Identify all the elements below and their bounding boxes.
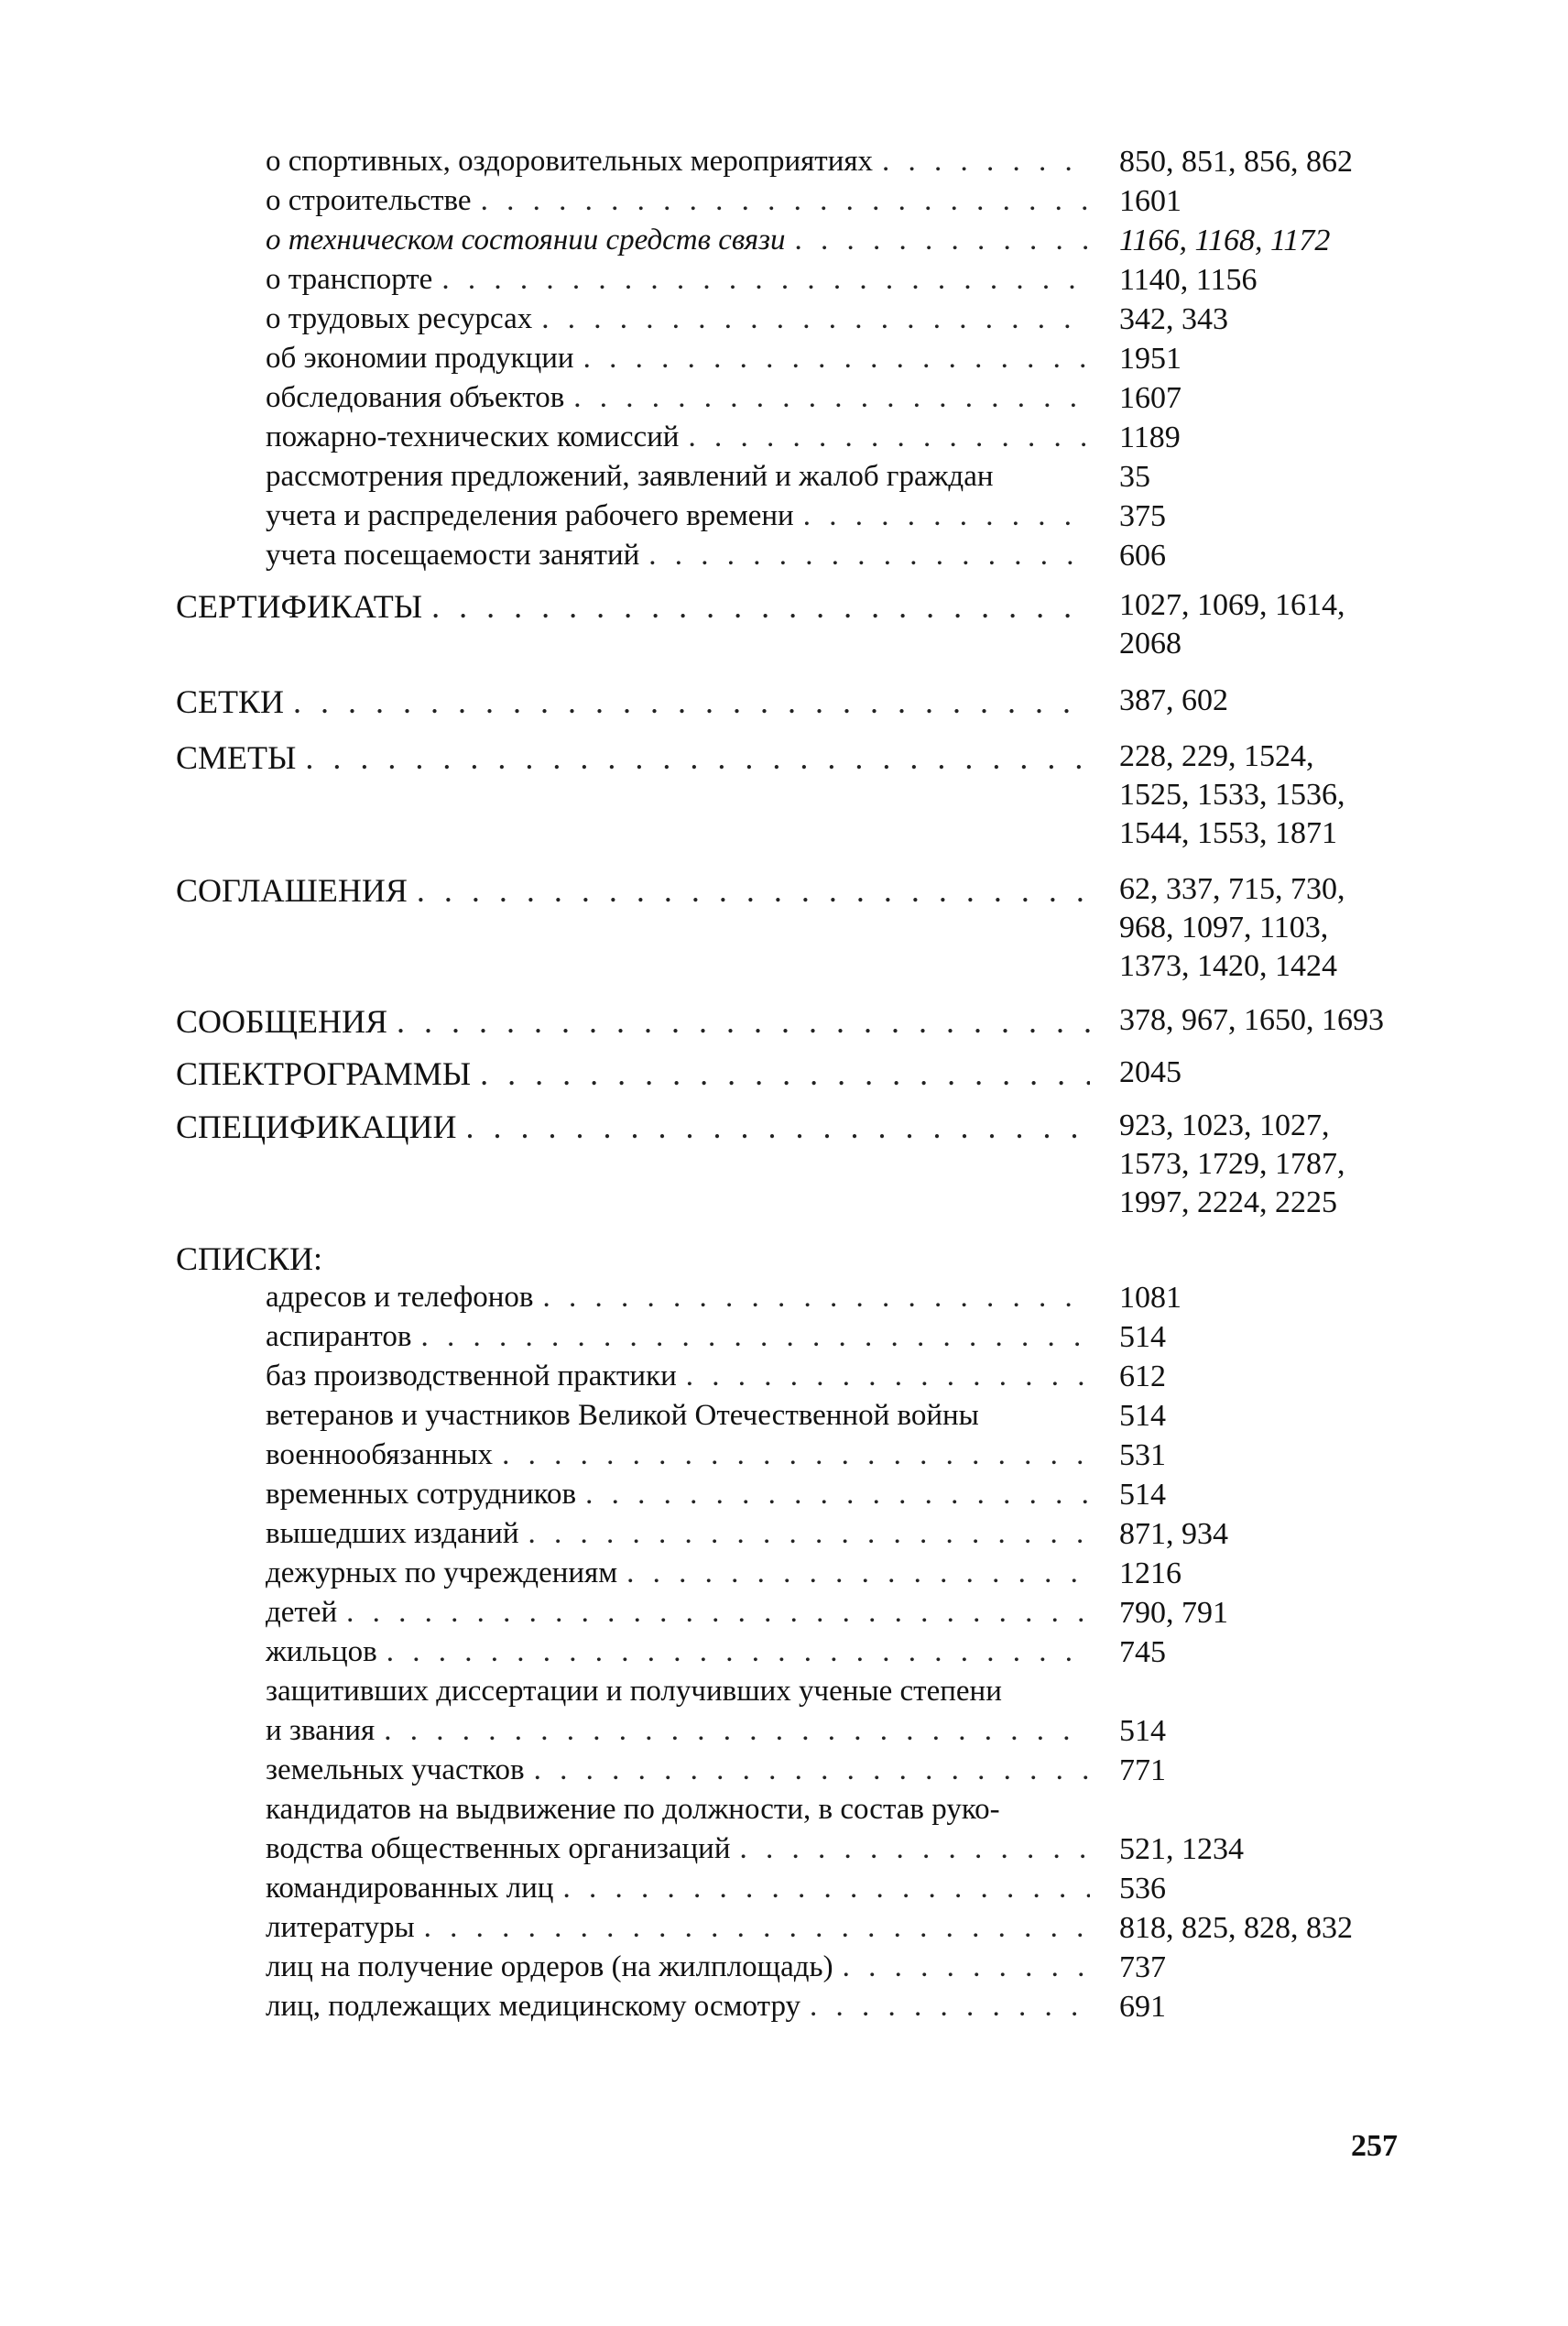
leader-dots [284,682,1090,722]
index-entry [266,537,1090,573]
entry-term: литературы [266,1911,415,1944]
entry-term: лиц на получение ордеров (на жилплощадь) [266,1950,833,1983]
index-entry [266,261,1090,298]
leader-dots [412,1318,1091,1355]
leader-dots [794,497,1090,534]
index-entry [266,1633,1090,1670]
index-entry [266,222,1090,258]
entry-pages: 35 [1119,460,1150,494]
entry-pages: 536 [1119,1872,1166,1906]
entry-term: обследования объектов [266,381,565,414]
leader-dots [731,1830,1091,1867]
leader-dots [576,1476,1090,1512]
leader-dots [408,870,1090,911]
index-entry [266,1318,1090,1355]
entry-term: рассмотрения предложений, заявлений и жалоб граждан [266,460,994,493]
index-entry [266,1870,1090,1906]
entry-term: ветеранов и участников Великой Отечественной войны [266,1399,979,1432]
entry-pages: 1607 [1119,381,1181,415]
leader-dots [296,737,1090,778]
entry-pages: 691 [1119,1990,1166,2024]
entry-term: и звания [266,1714,376,1747]
leader-dots [553,1870,1090,1906]
entry-pages: 1951 [1119,342,1181,376]
index-entry [266,497,1090,534]
main-entry [176,586,1090,627]
leader-dots [519,1515,1090,1552]
entry-term: о строительстве [266,184,472,217]
entry-pages: 737 [1119,1950,1166,1984]
entry-term: пожарно-технических комиссий [266,420,680,453]
entry-term: о транспорте [266,263,433,296]
entry-term: земельных участков [266,1753,525,1786]
page-number: 257 [1351,2129,1398,2163]
leader-dots [387,1001,1090,1042]
leader-dots [337,1594,1090,1631]
index-entry [266,1397,1090,1434]
entry-term: вышедших изданий [266,1517,519,1550]
main-entry [176,682,1090,722]
entry-pages: 378, 967, 1650, 1693 [1119,1003,1384,1037]
entry-term: жильцов [266,1635,377,1668]
entry-pages: 771 [1119,1753,1166,1787]
index-entry [266,419,1090,455]
entry-pages: 514 [1119,1399,1166,1433]
leader-dots [679,419,1090,455]
entry-pages: 871, 934 [1119,1517,1228,1551]
index-entry [266,1909,1090,1946]
index-entry [266,1949,1090,1985]
entry-term: аспирантов [266,1320,412,1353]
index-entry [266,182,1090,219]
leader-dots [377,1633,1090,1670]
leader-dots [677,1358,1090,1394]
main-entry [176,737,1090,778]
entry-pages: 387, 602 [1119,683,1228,717]
entry-term: учета и распределения рабочего времени [266,499,794,532]
entry-pages: 514 [1119,1714,1166,1748]
entry-pages: 1216 [1119,1556,1181,1590]
leader-dots [432,261,1090,298]
entry-pages: 850, 851, 856, 862 [1119,145,1353,179]
entry-pages: 228, 229, 1524, 1525, 1533, 1536, 1544, 1553, 1871 [1119,739,1345,850]
entry-term: дежурных по учреждениям [266,1556,618,1589]
leader-dots [532,300,1090,337]
entry-pages: 818, 825, 828, 832 [1119,1911,1353,1945]
entry-term: СПЕКТРОГРАММЫ [176,1055,472,1092]
entry-term: командированных лиц [266,1872,554,1905]
index-entry [266,1476,1090,1512]
entry-term: военнообязанных [266,1438,494,1471]
leader-dots [422,586,1090,627]
leader-dots [785,222,1090,258]
entry-term: СЕТКИ [176,683,285,720]
entry-pages: 1166, 1168, 1172 [1119,224,1331,257]
leader-dots [415,1909,1090,1946]
entry-term: СМЕТЫ [176,739,297,776]
index-entry [266,379,1090,416]
entry-pages: 2045 [1119,1055,1181,1089]
entry-pages: 923, 1023, 1027, 1573, 1729, 1787, 1997, 2224, 2225 [1119,1108,1345,1219]
entry-term: о трудовых ресурсах [266,302,533,335]
index-entry [266,1712,1090,1749]
entry-term: СОГЛАШЕНИЯ [176,872,408,909]
main-entry [176,1107,1090,1147]
entry-term: водства общественных организаций [266,1832,731,1865]
entry-pages: 790, 791 [1119,1596,1228,1630]
leader-dots [800,1988,1090,2025]
entry-pages: 1189 [1119,420,1181,454]
entry-pages: 745 [1119,1635,1166,1669]
leader-dots [534,1279,1090,1316]
entry-pages: 521, 1234 [1119,1832,1244,1866]
leader-dots [472,182,1090,219]
index-entry [266,1515,1090,1552]
index-entry [266,458,1090,495]
entry-pages: 612 [1119,1360,1166,1393]
section-heading-lists: СПИСКИ: [176,1240,323,1277]
entry-pages: 514 [1119,1478,1166,1512]
entry-term: кандидатов на выдвижение по должности, в состав руко- [266,1793,1000,1826]
main-entry [176,870,1090,911]
leader-dots [617,1555,1090,1591]
leader-dots [833,1949,1090,1985]
entry-term: СЕРТИФИКАТЫ [176,588,423,625]
entry-pages: 62, 337, 715, 730, 968, 1097, 1103, 1373, 1420, 1424 [1119,872,1345,983]
index-entry [266,1555,1090,1591]
leader-dots [525,1752,1090,1788]
entry-term: учета посещаемости занятий [266,539,640,572]
leader-dots [471,1054,1090,1094]
main-entry [176,1054,1090,1094]
entry-term: баз производственной практики [266,1360,677,1392]
entry-term: СПЕЦИФИКАЦИИ [176,1108,457,1145]
entry-term: защитивших диссертации и получивших ученые степени [266,1675,1002,1708]
entry-term: лиц, подлежащих медицинскому осмотру [266,1990,801,2023]
entry-pages: 342, 343 [1119,302,1228,336]
main-entry [176,1001,1090,1042]
entry-pages: 1081 [1119,1281,1181,1315]
leader-dots [574,340,1090,377]
index-entry [266,1358,1090,1394]
index-entry [266,1436,1090,1473]
leader-dots [873,143,1090,180]
leader-dots [639,537,1090,573]
index-entry [266,300,1090,337]
index-entry [266,1830,1090,1867]
entry-term: детей [266,1596,338,1629]
entry-term: адресов и телефонов [266,1281,534,1314]
entry-pages: 1027, 1069, 1614, 2068 [1119,588,1345,661]
entry-term: о спортивных, оздоровительных мероприятиях [266,145,874,178]
leader-dots [493,1436,1090,1473]
leader-dots [456,1107,1090,1147]
index-entry [266,340,1090,377]
entry-pages: 514 [1119,1320,1166,1354]
entry-term: временных сотрудников [266,1478,577,1511]
index-entry [266,1988,1090,2025]
index-entry [266,1279,1090,1316]
entry-pages: 1601 [1119,184,1181,218]
leader-dots [564,379,1090,416]
index-entry [266,1673,1090,1709]
index-entry [266,1752,1090,1788]
entry-pages: 375 [1119,499,1166,533]
entry-term: об экономии продукции [266,342,574,375]
leader-dots [375,1712,1090,1749]
entry-term: о техническом состоянии средств связи [266,224,786,257]
entry-pages: 531 [1119,1438,1166,1472]
entry-pages: 1140, 1156 [1119,263,1258,297]
index-entry [266,1791,1090,1828]
index-entry [266,143,1090,180]
index-entry [266,1594,1090,1631]
entry-term: СООБЩЕНИЯ [176,1003,387,1040]
entry-pages: 606 [1119,539,1166,573]
